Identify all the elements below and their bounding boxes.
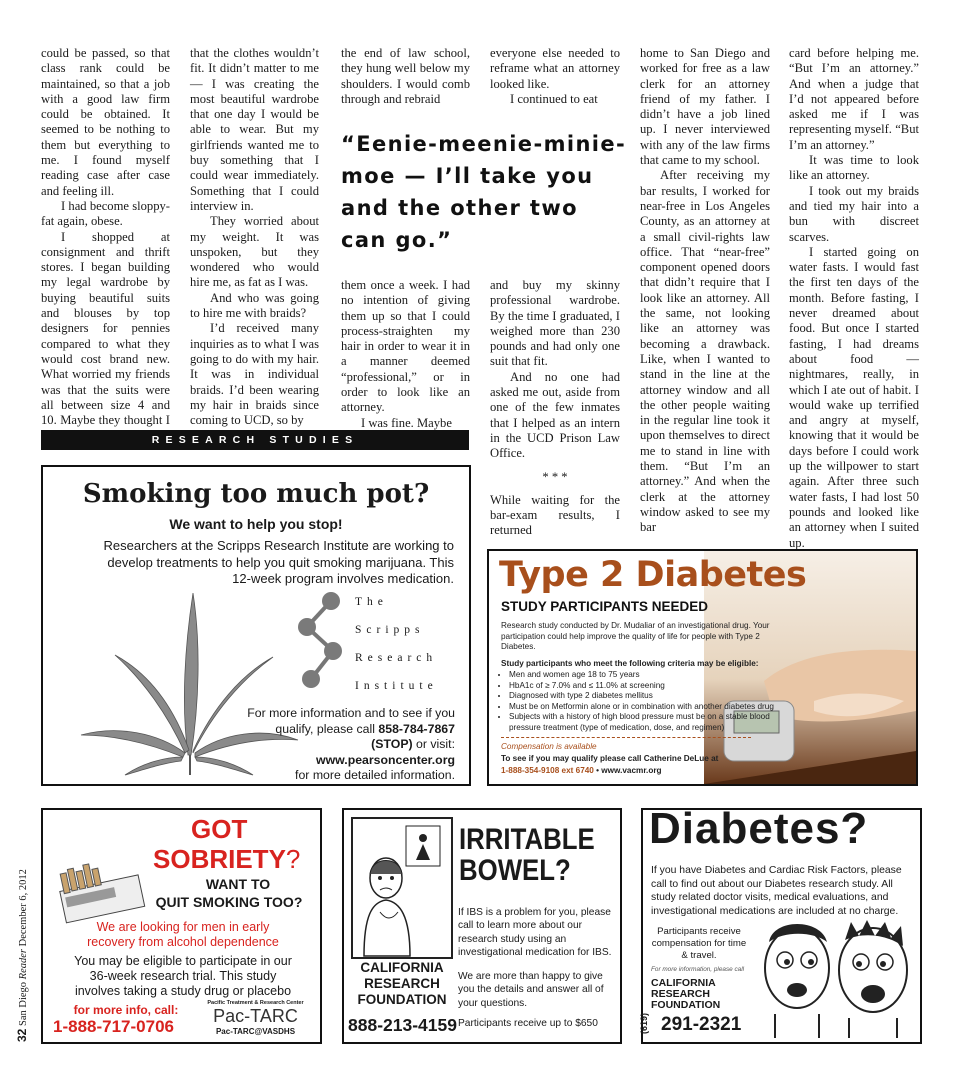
- info-text: for more detailed information.: [295, 768, 455, 783]
- paragraph: card before helping me. “But I’m an attorney.” And when a judge that I’d not appeared before asked me if I was representing myself. “But I’m an attorney.”: [789, 46, 919, 152]
- paragraph: And no one had asked me out, aside from one of the few inmates that I helped as an intern in the UCD Prison Law Office.: [490, 369, 620, 461]
- ad-irritable-bowel[interactable]: [342, 808, 622, 1044]
- website-link[interactable]: www.pearsoncenter.org: [316, 752, 455, 767]
- phone-number[interactable]: 858-784-7867 (STOP): [371, 721, 455, 752]
- compensation-text: Compensation is available: [501, 742, 597, 751]
- article-column-3-bottom: [341, 278, 470, 431]
- ad-body: If you have Diabetes and Cardiac Risk Factors, please call to find out about our Diabetes research study. All study related doctor visits, medical evaluations, and investigational medications are included at no charge.: [651, 865, 902, 917]
- restroom-woman-illustration: [350, 816, 454, 961]
- org-email[interactable]: Pac-TARC@VASDHS: [215, 1027, 296, 1036]
- ad-intro: Research study conducted by Dr. Mudaliar of an investigational drug. Your participation could help improve the quality of life for people with Type 2 Diabetes.: [501, 621, 770, 652]
- want-to-text: WANT TO: [205, 876, 271, 892]
- criteria-item: • HbA1c of ≥ 7.0% and ≤ 11.0% at screening: [509, 681, 781, 692]
- area-code: (619): [639, 1012, 649, 1034]
- ad-body: You may be eligible to participate in our 36-week research trial. This study involves taking a study drug or placebo: [74, 954, 292, 998]
- cartoon-faces-illustration: [755, 918, 915, 1038]
- paragraph: and buy my skinny professional wardrobe. By the time I graduated, I weighed more than 230 pounds and had only one suit that fit.: [490, 278, 620, 369]
- publication-reader: Reader: [18, 949, 29, 980]
- ad-title: Smoking too much pot?: [82, 479, 430, 509]
- compensation-text: Participants receive compensation for time & travel.: [651, 926, 747, 961]
- call-text: To see if you may qualify please call Catherine DeLue at: [501, 754, 719, 763]
- molecule-icon: [293, 589, 353, 699]
- criteria-list: [501, 670, 781, 734]
- criteria-item: • Must be on Metformin alone or in combination with another diabetes drug: [509, 702, 781, 713]
- paragraph: everyone else needed to reframe what an attorney looked like.: [490, 46, 620, 91]
- info-text: or visit:: [416, 737, 455, 752]
- article-column-6: [789, 46, 919, 551]
- question-mark: ?: [285, 844, 301, 874]
- ad-body: Researchers at the Scripps Research Institute are working to develop treatments to help you quit smoking marijuana. This 12-week program involves medication.: [103, 538, 454, 586]
- title-line-2: BOWEL?: [459, 854, 571, 887]
- org-name: CALIFORNIA RESEARCH FOUNDATION: [357, 960, 447, 1007]
- pull-quote: “Eenie-meenie-minie-moe — I’ll take you and the other two can go.”: [341, 132, 627, 252]
- article-column-3-top: [341, 46, 470, 107]
- ad-body-3: Participants receive up to $650: [458, 1018, 598, 1029]
- phone-number[interactable]: 888-213-4159: [348, 1015, 457, 1035]
- paragraph: It was time to look like an attorney.: [789, 153, 919, 183]
- paragraph: I had become sloppy-fat again, obese.: [41, 198, 170, 229]
- paragraph: While waiting for the bar-exam results, I returned: [490, 492, 620, 538]
- page-number: 32: [15, 1028, 29, 1042]
- paragraph: home to San Diego and worked for free as a law clerk for an attorney friend of my father. I didn’t have a job lined up. I never interviewed with any of the law firms that came to my school.: [640, 46, 770, 168]
- publication-name: San Diego: [18, 981, 29, 1027]
- ad-type2-diabetes[interactable]: [487, 549, 918, 786]
- cigarette-pack-icon: [51, 858, 151, 928]
- ad-got-sobriety[interactable]: [41, 808, 322, 1044]
- paragraph: They worried about my weight. It was unspoken, but they wondered who would hire me, as fat as I was.: [190, 214, 319, 290]
- paragraph: I’d received many inquiries as to what I was going to do with my hair. It was in individual braids. I’d been wearing my hair in braids since coming to UCD, so by: [190, 321, 319, 428]
- org-line: Research: [355, 652, 438, 664]
- paragraph: I started going on water fasts. I would fast the first ten days of the month. Before fasting, I never dreamed about food. But once I started fasting, I had dreams about food — nightmares, really, in which I ate out of habit. I would wake up terrified and angry at myself, knowing that it would be days before I could work up the willpower to start again. After three such water fasts, I had lost 50 pounds and looked like an attorney when I suited up.: [789, 244, 919, 550]
- section-break: * * *: [542, 469, 568, 484]
- phone-number[interactable]: 291-2321: [661, 1014, 742, 1035]
- paragraph: that the clothes wouldn’t fit. It didn’t matter to me — I was creating the most beautiful wardrobe that one day I would be able to wear. But my girlfriends wanted me to buy something that I could wear immediately. Something that I could interview in.: [190, 46, 319, 213]
- ad-body-2: We are more than happy to give you the details and answer all of your questions.: [458, 971, 604, 1009]
- ad-smoking-pot[interactable]: [41, 465, 471, 786]
- paragraph: I was fine. Maybe: [361, 415, 452, 430]
- criteria-item: • Diagnosed with type 2 diabetes mellitus: [509, 691, 781, 702]
- quit-smoking-text: QUIT SMOKING TOO?: [155, 894, 303, 910]
- phone-number[interactable]: 1-888-354-9108 ext 6740: [501, 766, 594, 775]
- ad-contact: [243, 706, 455, 784]
- article-column-4-top: [490, 46, 620, 107]
- paragraph: them once a week. I had no intention of giving them up so that I could process-straighten my hair in order to wear it in a manner deemed “professional,” or in order to look like an attorney.: [341, 278, 470, 415]
- info-text: For more information and to see if you qualify, please call: [247, 706, 455, 736]
- ad-title-got: GOT: [191, 814, 248, 844]
- criteria-item: • Subjects with a history of high blood pressure must be on a stable blood pressure treatment (type of medication, dose, and regimen): [509, 712, 781, 733]
- paragraph: I continued to eat: [510, 91, 598, 106]
- article-column-5: [640, 46, 770, 536]
- ad-title: Type 2 Diabetes: [499, 555, 807, 595]
- paragraph: I took out my braids and tied my hair into a bun with discreet scarves.: [789, 183, 919, 244]
- phone-number[interactable]: 1-888-717-0706: [53, 1017, 174, 1036]
- sobriety-word: SOBRIETY: [153, 844, 286, 874]
- more-info-text: For more information, please call: [651, 966, 745, 973]
- ad-title: [459, 824, 595, 886]
- article-column-1: [41, 46, 170, 444]
- ad-title: Diabetes?: [649, 804, 869, 853]
- paragraph: could be passed, so that class rank could be maintained, so that a job with a good law firm could be obtained. It seemed to be nothing to them but everything to me. I found myself reading case after case and feeling ill.: [41, 46, 170, 198]
- page-folio: [15, 869, 29, 1042]
- ad-subtitle: We want to help you stop!: [169, 516, 343, 532]
- article-column-4-bottom: [490, 278, 620, 539]
- issue-date: December 6, 2012: [18, 869, 29, 947]
- more-info-text: for more info, call:: [73, 1003, 179, 1017]
- looking-text: We are looking for men in early recovery from alcohol dependence: [87, 920, 279, 949]
- article-column-2: [190, 46, 319, 428]
- divider: [501, 737, 751, 738]
- org-logo: Pac-TARC: [213, 1006, 298, 1026]
- ad-subtitle: STUDY PARTICIPANTS NEEDED: [501, 599, 709, 614]
- paragraph: After receiving my bar results, I worked for near-free in Los Angeles County, as an attorney at a small civil-rights law office. That “near-free” component opened doors that didn’t require that I look like an attorney. All the same, not looking like an attorney was becoming a drawback. Like, when I wanted to stand in the line at the attorney window and all the other people waiting in the regular line took it upon themselves to direct me to stand in line with them. “But I’m an attorney.” And when the clerk at the attorney window asked to see my bar: [640, 168, 770, 535]
- org-line: The: [355, 596, 388, 608]
- ad-body-1: If IBS is a problem for you, please call to learn more about our research study using an investigational medication for IBS.: [458, 907, 612, 959]
- paragraph: the end of law school, they hung well below my shoulders. I would comb through and rebraid: [341, 46, 470, 106]
- paragraph: I shopped at consignment and thrift stores. I began building my legal wardrobe by buying beautiful suits and blouses by top designers for pennies compared to what they would cost brand new. What worried my friends was that the suits were all between size 4 and 10. Maybe they thought I: [41, 229, 170, 428]
- ad-title-sobriety: [153, 844, 300, 875]
- org-small-text: Pacific Treatment & Research Center: [207, 1000, 304, 1006]
- criteria-item: • Men and women age 18 to 75 years: [509, 670, 781, 681]
- website-link[interactable]: • www.vacmr.org: [596, 766, 662, 775]
- section-bar: RESEARCH STUDIES: [41, 430, 469, 450]
- criteria-heading: Study participants who meet the following criteria may be eligible:: [501, 659, 759, 668]
- ad-diabetes-question[interactable]: [639, 804, 922, 1044]
- contact-line: [501, 766, 662, 777]
- org-name: CALIFORNIA RESEARCH FOUNDATION: [651, 977, 721, 1011]
- org-line: Institute: [355, 680, 438, 692]
- org-line: Scripps: [355, 624, 425, 636]
- title-line-1: IRRITABLE: [459, 823, 595, 856]
- paragraph: And who was going to hire me with braids?: [190, 290, 319, 321]
